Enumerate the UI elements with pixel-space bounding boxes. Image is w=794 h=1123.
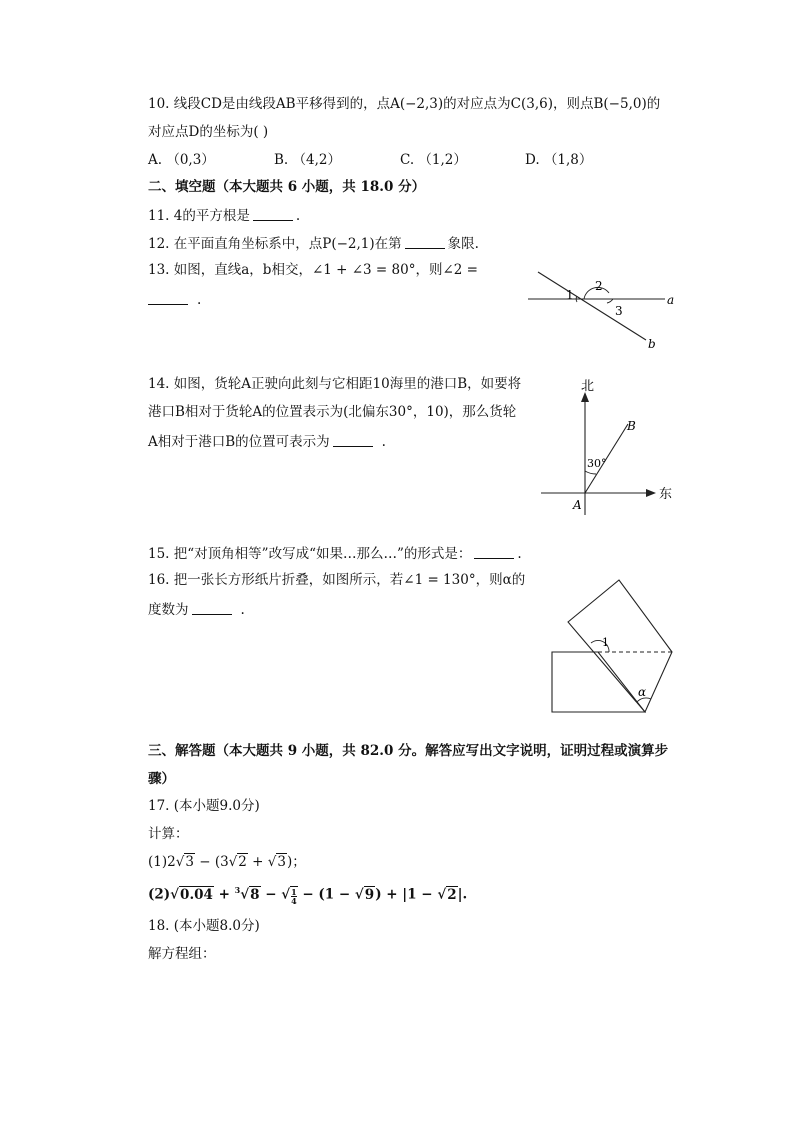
q18-instruction: 解方程组：	[148, 946, 216, 962]
q13-line2	[148, 292, 201, 308]
expr-text: +	[247, 854, 268, 870]
q17-instruction: 计算：	[148, 826, 189, 842]
q14-line3	[148, 434, 386, 450]
sqrt-icon: √	[170, 886, 180, 903]
label-2: 2	[595, 279, 603, 293]
q16-figure	[545, 575, 685, 720]
q16-answer-blank	[192, 602, 232, 615]
label-north: 北	[581, 379, 595, 394]
q10-option-a: A. （0,3）	[148, 152, 215, 168]
q11	[148, 208, 300, 224]
expr-text: −	[260, 886, 282, 903]
q15-end: .	[517, 546, 522, 562]
section2-title: 二、填空题（本大题共 6 小题，共 18.0 分）	[148, 179, 426, 195]
label-3: 3	[615, 304, 623, 318]
fraction-denominator: 4	[291, 895, 297, 906]
q15-text: 15. 把“对顶角相等”改写成“如果…那么…”的形式是：	[148, 546, 472, 562]
expr-text: )；	[286, 854, 306, 870]
section3-line2: 骤）	[148, 771, 175, 787]
radicand: 8	[250, 886, 260, 903]
radicand: 2	[238, 854, 247, 870]
label-1: 1	[566, 288, 574, 302]
east-arrow-icon	[646, 489, 656, 497]
q10-option-c: C. （1,2）	[400, 152, 467, 168]
sqrt-icon: √	[228, 854, 238, 870]
q10-option-d: D. （1,8）	[525, 152, 593, 168]
q17-part1	[148, 856, 306, 870]
radicand-fraction	[290, 886, 298, 906]
expr-text: |.	[457, 886, 468, 903]
label-a: a	[667, 293, 675, 307]
q14-answer-blank	[333, 434, 373, 447]
sqrt-icon: √	[281, 886, 291, 903]
expr-text: (2)	[148, 886, 171, 903]
expr-text: − (1 −	[297, 886, 355, 903]
q12-answer-blank	[405, 236, 445, 249]
sqrt-icon: √	[240, 886, 250, 903]
q17-header: 17. (本小题9.0分)	[148, 798, 260, 814]
angle-3-arc	[607, 299, 613, 303]
label-angle: 30°	[587, 457, 607, 470]
expr-text: ) + |1 −	[375, 886, 438, 903]
q15	[148, 546, 522, 562]
sqrt-icon: √	[437, 886, 447, 903]
q12-text: 12. 在平面直角坐标系中，点P(−2,1)在第	[148, 236, 402, 252]
sqrt-icon: √	[354, 886, 364, 903]
q11-end: .	[295, 208, 301, 224]
label-a: A	[573, 498, 582, 512]
q13-answer-blank	[148, 292, 188, 305]
folded-part	[568, 580, 672, 712]
q10-line1: 10. 线段CD是由线段AB平移得到的，点A(−2,3)的对应点为C(3,6)，则点B(−5,0)的	[148, 96, 661, 112]
label-b: B	[627, 419, 636, 433]
cube-root-index: 3	[234, 885, 241, 895]
q16-line2	[148, 602, 245, 618]
q13-end: .	[197, 292, 202, 308]
rectangle-part	[552, 652, 645, 712]
label-b: b	[648, 337, 656, 351]
label-1: 1	[602, 636, 609, 649]
q18-header: 18. (本小题8.0分)	[148, 918, 260, 934]
radicand: 0.04	[180, 886, 213, 903]
sqrt-icon: √	[175, 854, 185, 870]
expr-text: − (3	[194, 854, 229, 870]
expr-text: (1)2	[148, 854, 176, 870]
label-east: 东	[659, 487, 673, 502]
line-b	[538, 272, 646, 340]
q15-answer-blank	[474, 546, 514, 559]
q12-end: 象限.	[447, 236, 479, 252]
expr-text: +	[213, 886, 235, 903]
q14-text: A相对于港口B的位置可表示为	[148, 434, 330, 450]
q16-text: 度数为	[148, 602, 189, 618]
q14-end: .	[381, 434, 386, 450]
q13-figure	[520, 262, 680, 352]
q12	[148, 236, 479, 252]
q11-answer-blank	[253, 208, 293, 221]
q11-text: 11. 4的平方根是	[148, 208, 250, 224]
radicand: 2	[447, 886, 457, 903]
q16-line1: 16. 把一张长方形纸片折叠，如图所示，若∠1 = 130°，则α的	[148, 572, 526, 588]
radicand: 3	[185, 854, 194, 870]
q14-line1: 14. 如图，货轮A正驶向此刻与它相距10海里的港口B，如要将	[148, 376, 522, 392]
radicand: 3	[277, 854, 286, 870]
sqrt-icon: √	[267, 854, 277, 870]
q10-line2: 对应点D的坐标为( )	[148, 124, 269, 140]
label-alpha: α	[638, 685, 647, 699]
section3-line1: 三、解答题（本大题共 9 小题，共 82.0 分。解答应写出文字说明，证明过程或演算步	[148, 743, 669, 759]
q17-part2	[148, 886, 467, 905]
q14-figure	[535, 380, 680, 520]
q16-end: .	[240, 602, 245, 618]
fraction-numerator: 1	[291, 886, 297, 897]
fraction	[291, 888, 297, 905]
radicand: 9	[364, 886, 375, 903]
q14-line2: 港口B相对于货轮A的位置表示为(北偏东30°，10)，那么货轮	[148, 404, 517, 420]
q10-option-b: B. （4,2）	[274, 152, 341, 168]
angle-30-arc	[585, 471, 596, 474]
q13-line1: 13. 如图，直线a，b相交，∠1 + ∠3 = 80°，则∠2 =	[148, 262, 478, 278]
